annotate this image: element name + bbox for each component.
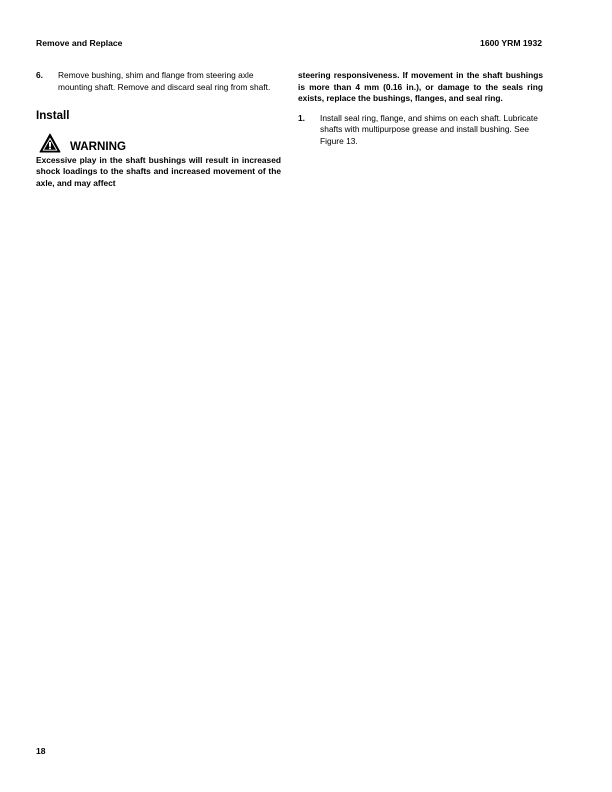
step-text: Install seal ring, flange, and shims on each shaft. Lubricate shafts with multipurpose grease and install bushing. See Figure 13. [320, 112, 538, 146]
page-header [36, 38, 542, 48]
left-column [36, 70, 281, 190]
step-6 [36, 70, 281, 93]
warning-triangle-icon [39, 133, 61, 153]
page-number: 18 [36, 746, 46, 756]
warning-text-continued: steering responsiveness. If movement in the shaft bushings is more than 4 mm (0.16 in.), or damage to the seals ring exists, replace the bushings, flanges, and seal ring. [298, 70, 543, 104]
header-section-title: Remove and Replace [36, 38, 123, 48]
step-1 [298, 113, 543, 148]
header-document-number: 1600 YRM 1932 [480, 38, 542, 48]
warning-label: WARNING [70, 139, 127, 153]
step-number: 6. [36, 70, 43, 80]
step-number: 1. [298, 112, 305, 123]
warning-text: Excessive play in the shaft bushings will result in increased shock loadings to the shafts and increased movement of the axle, and may affect [36, 154, 281, 188]
right-column [298, 70, 543, 148]
install-heading: Install [36, 109, 70, 123]
warning-heading [36, 133, 281, 153]
step-text: Remove bushing, shim and flange from steering axle mounting shaft. Remove and discard seal ring from shaft. [58, 70, 271, 92]
